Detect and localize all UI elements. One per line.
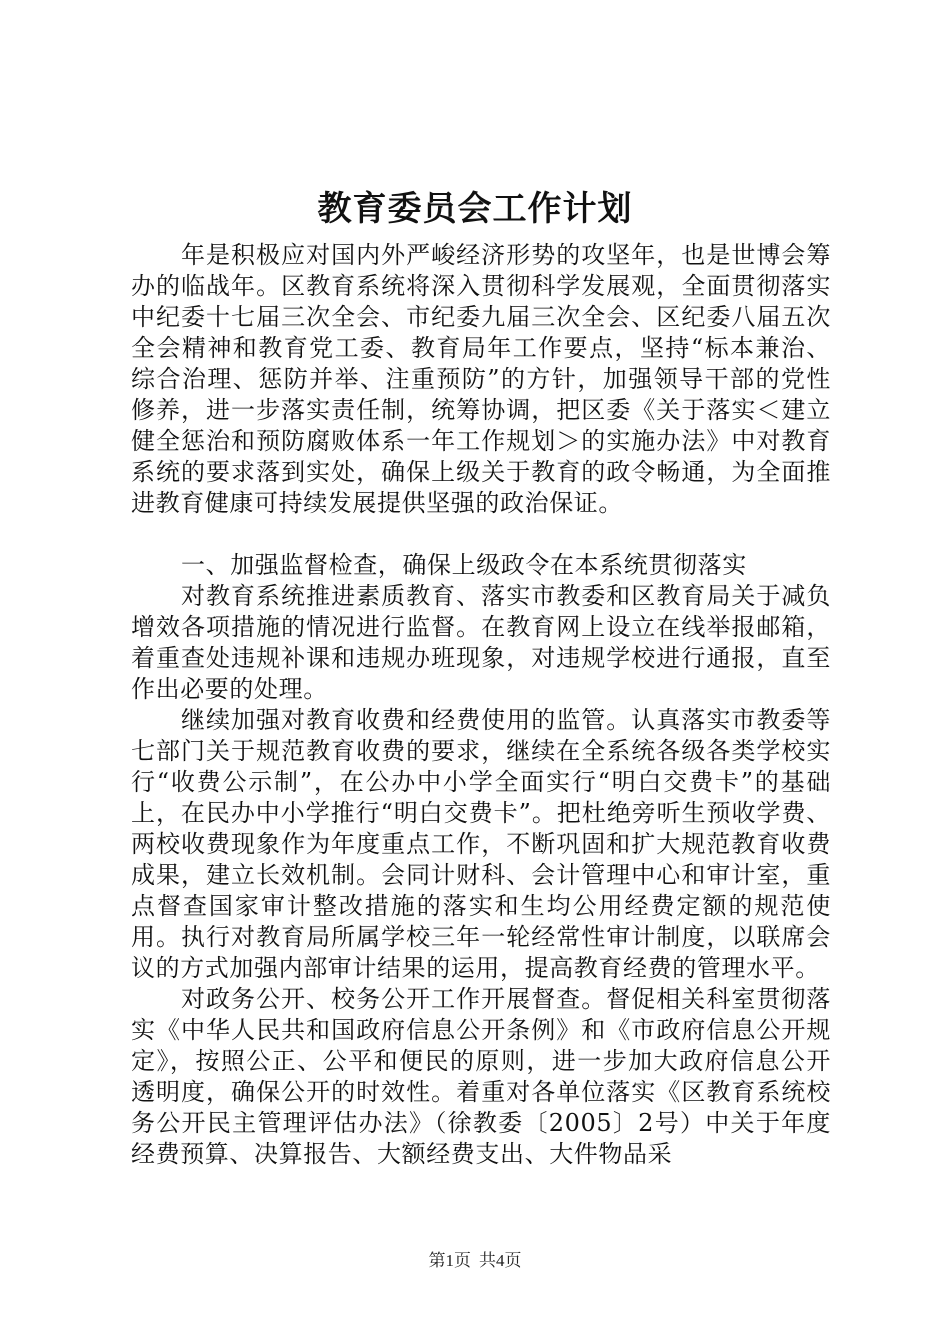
document-body <box>131 240 831 1170</box>
page-total: 共4页 <box>479 1251 522 1270</box>
document-title: 教育委员会工作计划 <box>317 189 633 229</box>
section-paragraph-disclosure: 对政务公开、校务公开工作开展督查。督促相关科室贯彻落实《中华人民共和国政府信息公开条例》和《市政府信息公开规定》，按照公正、公平和便民的原则，进一步加大政府信息公开透明度，确保公开的时效性。着重对各单位落实《区教育系统校务公开民主管理评估办法》（徐教委〔2005〕2号）中关于年度经费预算、决算报告、大额经费支出、大件物品采 <box>131 985 831 1168</box>
page-footer <box>0 1250 950 1272</box>
section-heading: 一、加强监督检查，确保上级政令在本系统贯彻落实 <box>181 551 747 579</box>
section-paragraph-fees: 继续加强对教育收费和经费使用的监管。认真落实市教委等七部门关于规范教育收费的要求，继续在全系统各级各类学校实行“收费公示制”，在公办中小学全面实行“明白交费卡”的基础上，在民办中小学推行“明白交费卡”。把杜绝旁听生预收学费、两校收费现象作为年度重点工作，不断巩固和扩大规范教育收费成果，建立长效机制。会同计财科、会计管理中心和审计室，重点督查国家审计整改措施的落实和生均公用经费定额的规范使用。执行对教育局所属学校三年一轮经常性审计制度，以联席会议的方式加强内部审计结果的运用，提高教育经费的管理水平。 <box>131 706 831 982</box>
section-paragraph-supervision: 对教育系统推进素质教育、落实市教委和区教育局关于减负增效各项措施的情况进行监督。在教育网上设立在线举报邮箱，着重查处违规补课和违规办班现象，对违规学校进行通报，直至作出必要的处理。 <box>131 582 831 703</box>
intro-paragraph: 年是积极应对国内外严峻经济形势的攻坚年，也是世博会筹办的临战年。区教育系统将深入贯彻科学发展观，全面贯彻落实中纪委十七届三次全会、市纪委九届三次全会、区纪委八届五次全会精神和教育党工委、教育局年工作要点，坚持“标本兼治、综合治理、惩防并举、注重预防”的方针，加强领导干部的党性修养，进一步落实责任制，统筹协调，把区委《关于落实＜建立健全惩治和预防腐败体系一年工作规划＞的实施办法》中对教育系统的要求落到实处，确保上级关于教育的政令畅通，为全面推进教育健康可持续发展提供坚强的政治保证。 <box>131 241 831 517</box>
page-number: 第1页 <box>428 1251 471 1270</box>
